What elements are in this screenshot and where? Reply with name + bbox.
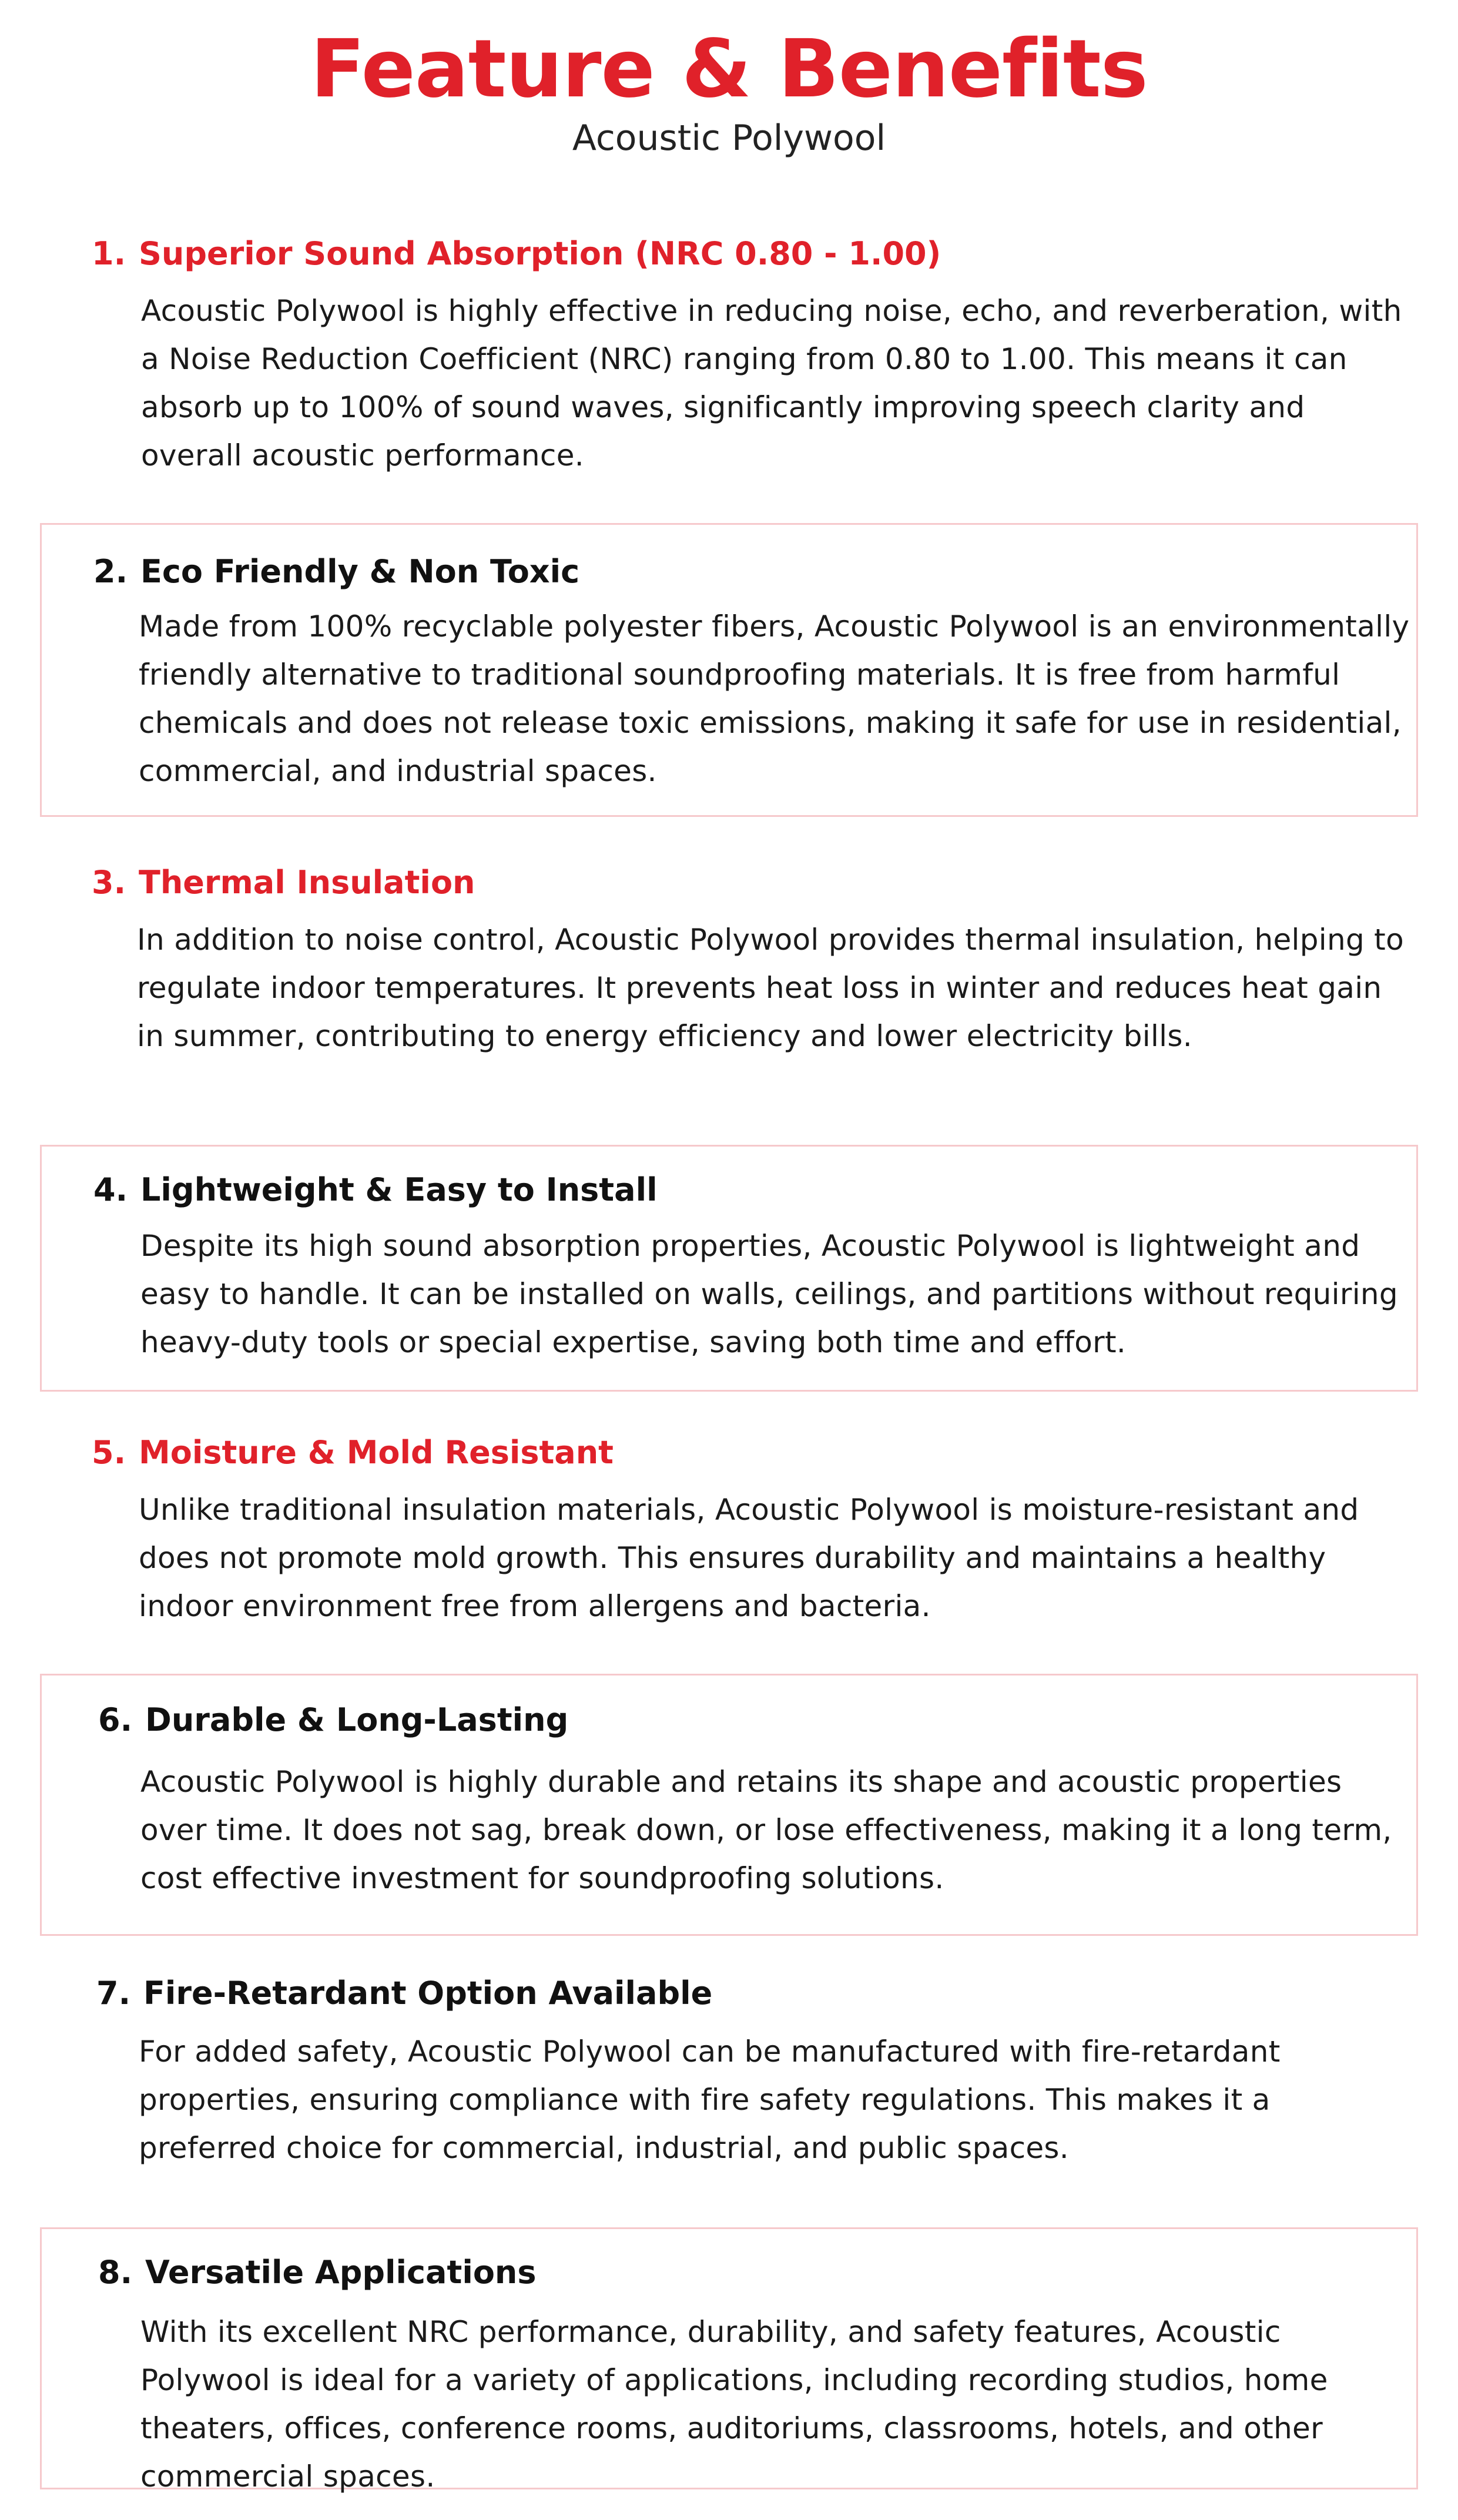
feature-body: Made from 100% recyclable polyester fibers, Acoustic Polywool is an environmentally friendly alternative to traditional soundproofing materials. It is free from harmful chemicals and does not release toxic emissions, making it safe for use in residential, commercial, and industrial spaces. — [139, 609, 1410, 788]
feature-section-1 — [40, 223, 1418, 505]
feature-heading — [96, 1975, 712, 2013]
feature-heading — [93, 553, 579, 591]
feature-heading — [98, 2254, 537, 2292]
feature-section-5 — [40, 1410, 1418, 1657]
feature-title: Superior Sound Absorption (NRC 0.80 - 1.00) — [139, 235, 941, 272]
feature-section-3 — [40, 835, 1418, 1117]
feature-body: For added safety, Acoustic Polywool can be manufactured with fire-retardant properties, ensuring compliance with fire safety regulations. This makes it a preferred choice for commercial, industrial, and public spaces. — [139, 2035, 1281, 2165]
feature-title: Durable & Long-Lasting — [145, 1701, 569, 1738]
page-title: Feature & Benefits — [310, 23, 1148, 116]
feature-section-2 — [40, 523, 1418, 817]
feature-body: Acoustic Polywool is highly durable and retains its shape and acoustic properties over time. It does not sag, break down, or lose effectiveness, making it a long term, cost effective investment for soundproofing solutions. — [140, 1765, 1392, 1895]
feature-number: 5. — [92, 1434, 126, 1471]
feature-title: Eco Friendly & Non Toxic — [140, 553, 580, 590]
feature-heading — [92, 235, 941, 273]
feature-heading — [93, 1171, 658, 1209]
feature-number: 2. — [93, 553, 128, 590]
feature-title: Thermal Insulation — [139, 864, 475, 901]
feature-section-6 — [40, 1674, 1418, 1936]
feature-title: Versatile Applications — [145, 2254, 537, 2291]
feature-heading — [92, 864, 475, 902]
feature-heading — [98, 1701, 568, 1740]
feature-number: 3. — [92, 864, 126, 901]
feature-number: 6. — [98, 1701, 133, 1738]
feature-body: Unlike traditional insulation materials, Acoustic Polywool is moisture-resistant and does not promote mold growth. This ensures durability and maintains a healthy indoor environment free from allergens and bacteria. — [139, 1493, 1359, 1623]
feature-title: Moisture & Mold Resistant — [139, 1434, 614, 1471]
feature-title: Fire-Retardant Option Available — [143, 1975, 713, 2012]
feature-heading — [92, 1434, 614, 1472]
feature-title: Lightweight & Easy to Install — [140, 1171, 658, 1208]
feature-body: In addition to noise control, Acoustic Polywool provides thermal insulation, helping to regulate indoor temperatures. It prevents heat loss in winter and reduces heat gain in summer, contributing to energy efficiency and lower electricity bills. — [137, 923, 1404, 1053]
feature-body: Despite its high sound absorption properties, Acoustic Polywool is lightweight and easy to handle. It can be installed on walls, ceilings, and partitions without requiring heavy-duty tools or special expertise, saving both time and effort. — [140, 1229, 1398, 1359]
feature-number: 4. — [93, 1171, 128, 1208]
feature-number: 7. — [96, 1975, 131, 2012]
feature-section-4 — [40, 1145, 1418, 1392]
feature-section-8 — [40, 2227, 1418, 2494]
header — [0, 24, 1458, 159]
page-subtitle: Acoustic Polywool — [572, 118, 886, 159]
feature-body: With its excellent NRC performance, durability, and safety features, Acoustic Polywool is ideal for a variety of applications, including recording studios, home theaters, offices, conference rooms, auditoriums, classrooms, hotels, and other commercial spaces. — [140, 2315, 1328, 2494]
feature-section-7 — [40, 1951, 1418, 2198]
feature-number: 1. — [92, 235, 126, 272]
feature-number: 8. — [98, 2254, 133, 2291]
feature-body: Acoustic Polywool is highly effective in reducing noise, echo, and reverberation, with a Noise Reduction Coefficient (NRC) ranging from 0.80 to 1.00. This means it can absorb up to 100% of sound waves, significantly improving speech clarity and overall acoustic performance. — [141, 294, 1402, 472]
